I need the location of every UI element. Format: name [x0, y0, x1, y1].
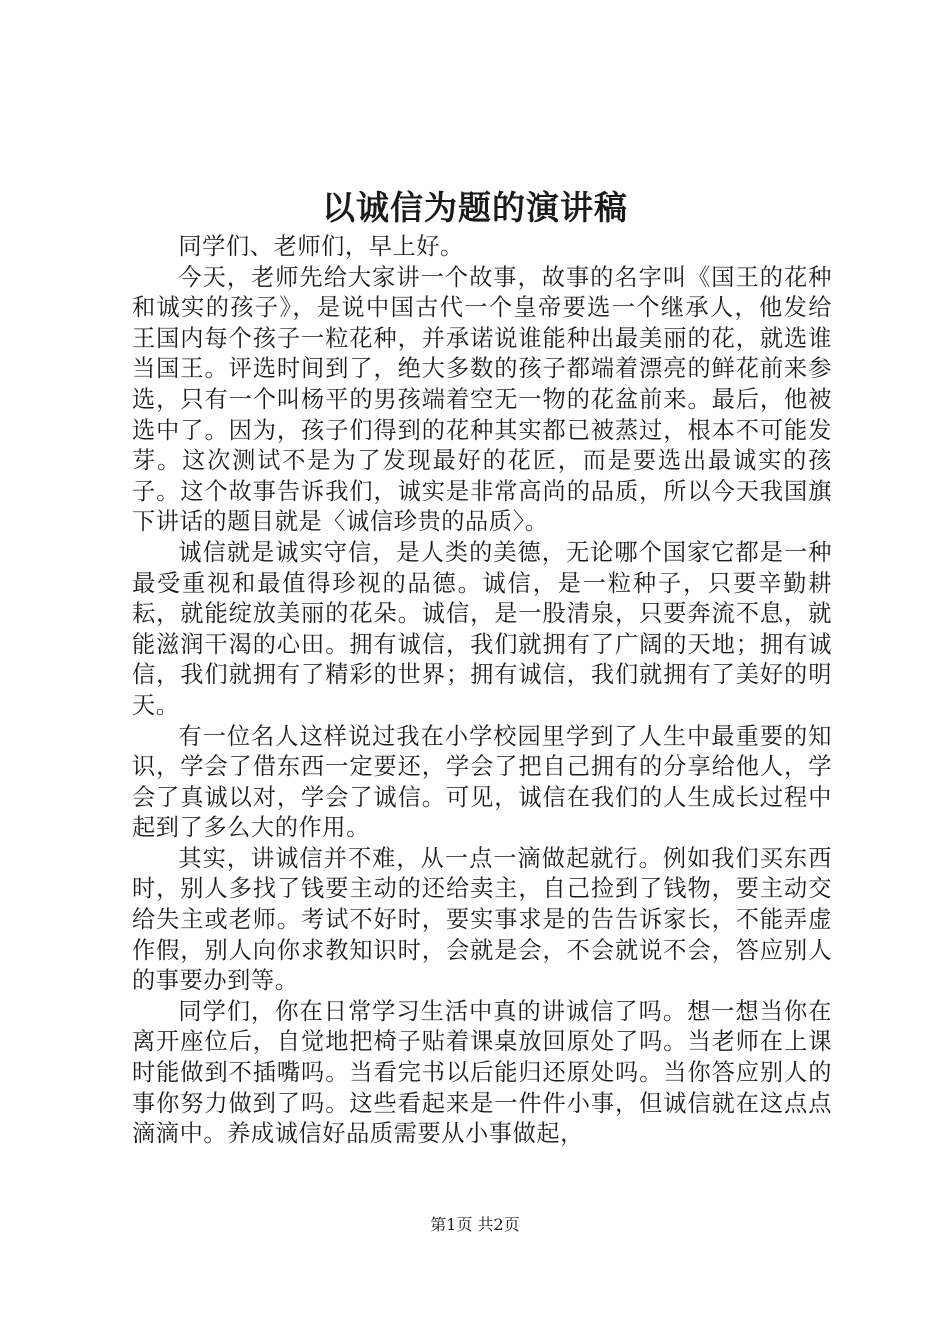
page-number-footer: 第1页 共2页	[430, 1215, 520, 1234]
paragraph-reflection: 同学们，你在日常学习生活中真的讲诚信了吗。想一想当你在离开座位后，自觉地把椅子贴着课桌放回原处了吗。当老师在上课时能做到不插嘴吗。当看完书以后能归还原处吗。当你答应别人的事你努力做到了吗。这些看起来是一件件小事，但诚信就在这点点滴滴中。养成诚信好品质需要从小事做起，	[132, 997, 832, 1148]
document-body	[132, 232, 832, 1150]
paragraph-examples: 其实，讲诚信并不难，从一点一滴做起就行。例如我们买东西时，别人多找了钱要主动的还给卖主，自己捡到了钱物，要主动交给失主或老师。考试不好时，要实事求是的告告诉家长，不能弄虚作假，别人向你求教知识时，会就是会，不会就说不会，答应别人的事要办到等。	[132, 844, 832, 995]
paragraph-quote: 有一位名人这样说过我在小学校园里学到了人生中最重要的知识，学会了借东西一定要还，学会了把自己拥有的分享给他人，学会了真诚以对，学会了诚信。可见，诚信在我们的人生成长过程中起到了多么大的作用。	[132, 722, 832, 842]
paragraph-story: 今天，老师先给大家讲一个故事，故事的名字叫《国王的花种和诚实的孩子》，是说中国古代一个皇帝要选一个继承人，他发给王国内每个孩子一粒花种，并承诺说谁能种出最美丽的花，就选谁当国王。评选时间到了，绝大多数的孩子都端着漂亮的鲜花前来参选，只有一个叫杨平的男孩端着空无一物的花盆前来。最后，他被选中了。因为，孩子们得到的花种其实都已被蒸过，根本不可能发芽。这次测试不是为了发现最好的花匠，而是要选出最诚实的孩子。这个故事告诉我们，诚实是非常高尚的品质，所以今天我国旗下讲话的题目就是〈诚信珍贵的品质〉。	[132, 263, 832, 536]
paragraph-greeting: 同学们、老师们，早上好。	[178, 233, 464, 260]
paragraph-definition: 诚信就是诚实守信，是人类的美德，无论哪个国家它都是一种最受重视和最值得珍视的品德。诚信，是一粒种子，只要辛勤耕耘，就能绽放美丽的花朵。诚信，是一股清泉，只要奔流不息，就能滋润干渴的心田。拥有诚信，我们就拥有了广阔的天地；拥有诚信，我们就拥有了精彩的世界；拥有诚信，我们就拥有了美好的明天。	[132, 538, 832, 719]
document-title: 以诚信为题的演讲稿	[322, 188, 628, 227]
